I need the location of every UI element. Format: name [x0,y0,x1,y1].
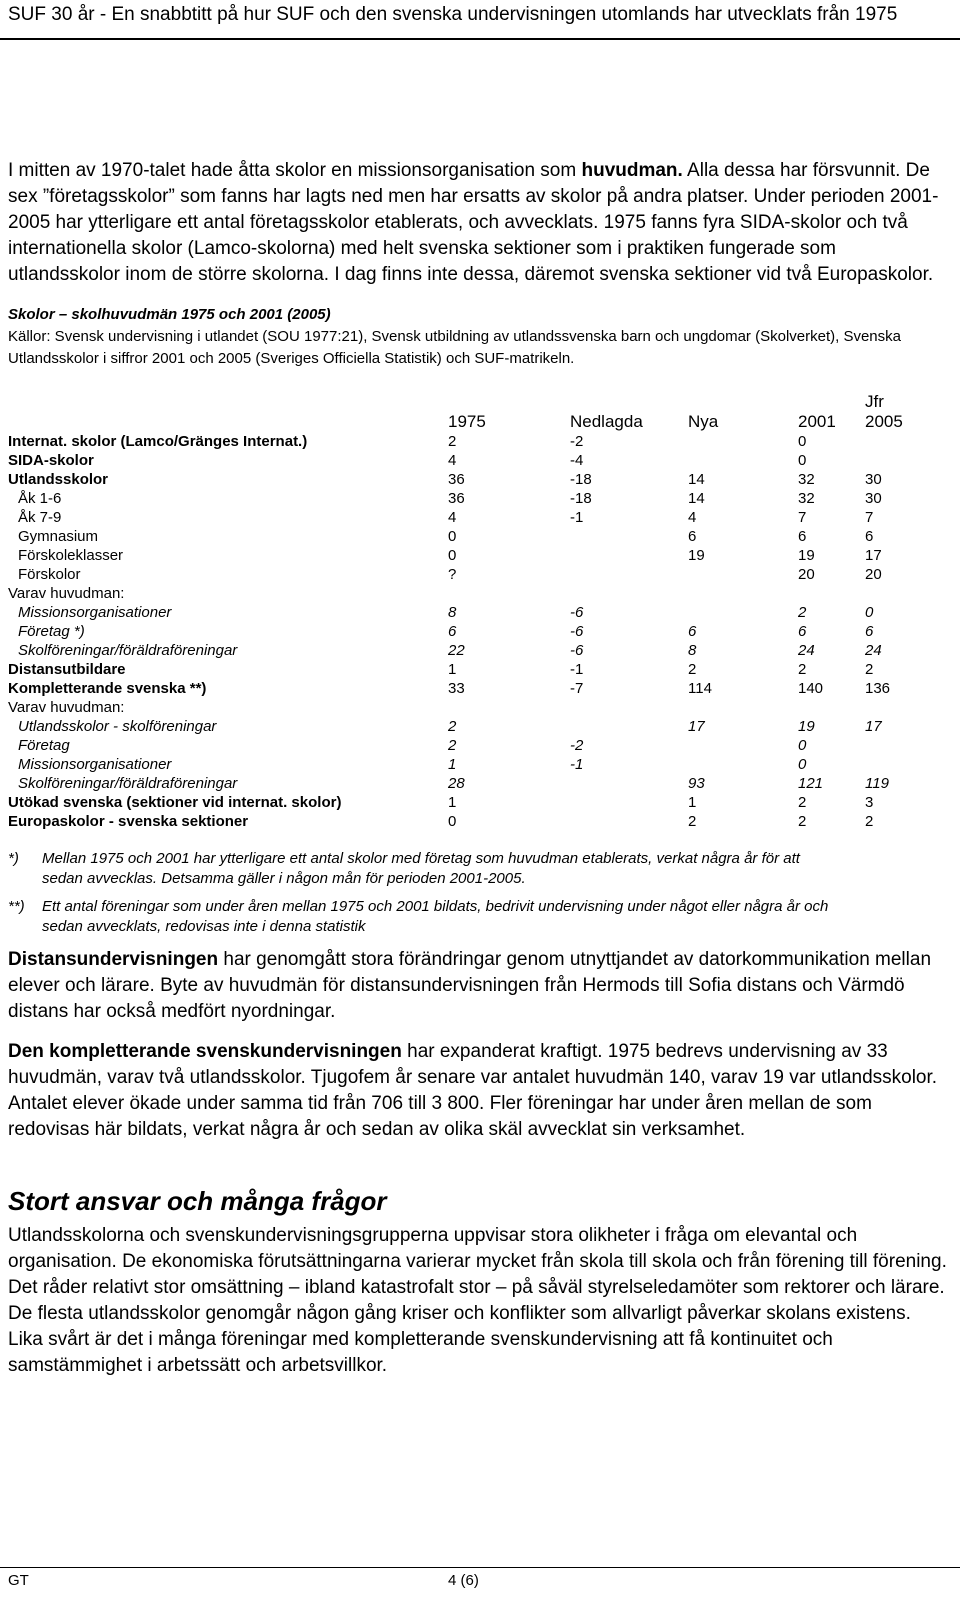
header-divider [0,38,960,40]
distans-bold: Distansundervisningen [8,949,219,970]
cell-value [570,812,688,831]
table-row [8,755,925,774]
table-row [8,736,925,755]
cell-value: 4 [688,509,697,526]
cell-value: 19 [798,547,815,564]
row-label: Internat. skolor (Lamco/Gränges Internat.) [8,433,308,450]
distans-text: har genomgått stora förändringar genom utnyttjandet av datorkommunikation mellan elever och lärare. Byte av huvudmän för distansundervisningen från Hermods till Sofia distans och Värmdö distans har också medfört nyordningar. [8,949,932,1022]
cell-value: -6 [570,642,584,659]
cell-value: ? [448,566,457,583]
cell-value: 28 [448,775,465,792]
table-notes [8,849,948,937]
note-mark: **) [8,898,25,915]
cell-value: 0 [448,547,457,564]
cell-value: -18 [570,471,592,488]
page-content [8,158,948,1379]
cell-value: 140 [798,680,824,697]
cell-value: 114 [688,680,712,697]
intro-text-2: Alla dessa har försvunnit. De sex ”företagsskolor” som fanns har lagts ned men har ersatts av skolor på andra platser. Under perioden 2001-2005 har ytterligare ett antal företagsskolor etablerats, och avvecklats. 1975 fanns fyra SIDA-skolor och två internationella skolor (Lamco-skolorna) med helt svenska sektioner som i praktiken fungerade som utlandsskolor inom de större skolorna. I dag finns inte dessa, däremot svenska sektioner vid två Europaskolor. [8,160,939,285]
table-row [8,641,925,660]
cell-value: 1 [448,661,457,678]
note-1 [8,849,948,889]
komp-bold: Den kompletterande svenskundervisningen [8,1041,402,1062]
row-label: SIDA-skolor [8,452,94,469]
section-paragraph: Utlandsskolorna och svenskundervisningsgrupperna uppvisar stora olikheter i fråga om elevantal och organisation. De ekonomiska förutsättningarna varierar mycket från skola till skola och från förening till förening. Det råder relativt stor omsättning – ibland katastrofalt stor – på såväl styrelseledamöter som rektorer och lärare. De flesta utlandsskolor genomgår någon gång kriser och konflikter som allvarligt påverkar skolans existens. Lika svårt är det i många föreningar med kompletterande svenskundervisning att få kontinuitet och samstämmighet i arbetssätt och arbetsvillkor. [8,1225,947,1376]
intro-text-1: I mitten av 1970-talet hade åtta skolor en missionsorganisation som [8,160,582,181]
cell-value: 136 [865,680,891,697]
cell-value [865,584,925,603]
row-label: Varav huvudman: [8,585,125,602]
cell-value: 30 [865,490,882,507]
table-row [8,470,925,489]
cell-value: 0 [798,452,807,469]
row-label: Missionsorganisationer [18,604,172,621]
cell-value: 19 [688,547,705,564]
row-label: Skolföreningar/föräldraföreningar [18,775,238,792]
cell-value: 19 [798,718,815,735]
row-label: Åk 7-9 [18,509,62,526]
row-label: Utökad svenska (sektioner vid internat. skolor) [8,794,342,811]
cell-value: -6 [570,623,584,640]
table-header-row [8,392,925,432]
note-2 [8,897,948,937]
cell-value: 2 [688,661,697,678]
row-label: Missionsorganisationer [18,756,172,773]
cell-value [688,451,798,470]
table-row [8,451,925,470]
table-sources: Källor: Svensk undervisning i utlandet (SOU 1977:21), Svensk utbildning av utlandssvenska barn och ungdomar (Skolverket), Svenska Utlandsskolor i siffror 2001 och 2005 (Sveriges Officiella Statistik) och SUF-matrikeln. [8,328,901,367]
table-row [8,622,925,641]
document-header [0,0,960,32]
cell-value [570,584,688,603]
cell-value: 0 [448,528,457,545]
cell-value: 0 [798,737,807,754]
table-row [8,774,925,793]
row-label: Skolföreningar/föräldraföreningar [18,642,238,659]
cell-value [688,755,798,774]
col-1975: 1975 [448,412,486,431]
cell-value: 6 [865,623,874,640]
cell-value [570,793,688,812]
table-row [8,812,925,831]
cell-value [688,736,798,755]
intro-bold: huvudman. [581,160,683,181]
row-label: Distansutbildare [8,661,126,678]
cell-value: 2 [798,794,807,811]
cell-value: 36 [448,471,465,488]
cell-value: 30 [865,471,882,488]
note-mark: *) [8,850,19,867]
cell-value: -6 [570,604,584,621]
cell-value: 6 [688,528,697,545]
cell-value: 14 [688,471,705,488]
cell-value: 2 [448,737,457,754]
cell-value: 121 [798,775,824,792]
cell-value [688,565,798,584]
table-row [8,660,925,679]
table-row [8,527,925,546]
table-row [8,679,925,698]
cell-value: 17 [865,547,882,564]
note-text: Ett antal föreningar som under åren mellan 1975 och 2001 bildats, bedrivit undervisning under något eller några år och sedan avvecklats, redovisas inte i denna statistik [42,898,829,935]
table-row [8,584,925,603]
row-label: Kompletterande svenska **) [8,680,207,697]
cell-value: 0 [865,604,874,621]
cell-value [570,527,688,546]
cell-value: 93 [688,775,705,792]
cell-value: 32 [798,490,815,507]
footer-author: GT [8,1572,29,1589]
cell-value: 6 [798,623,807,640]
cell-value [570,565,688,584]
row-label: Varav huvudman: [8,699,125,716]
cell-value: 4 [448,452,457,469]
cell-value: -1 [570,756,584,773]
row-label: Företag *) [18,623,85,640]
cell-value [865,698,925,717]
table-row [8,432,925,451]
table-title: Skolor – skolhuvudmän 1975 och 2001 (2005) [8,306,331,323]
cell-value [448,698,570,717]
cell-value: 7 [798,509,807,526]
cell-value: 8 [688,642,697,659]
cell-value [865,736,925,755]
cell-value: 119 [865,775,889,792]
cell-value [570,698,688,717]
cell-value [688,584,798,603]
cell-value: 17 [865,718,882,735]
table-row [8,546,925,565]
cell-value: 2 [798,604,807,621]
row-label: Europaskolor - svenska sektioner [8,813,249,830]
cell-value: -18 [570,490,592,507]
cell-value: 2 [865,661,874,678]
cell-value [688,432,798,451]
cell-value [688,603,798,622]
cell-value: 3 [865,794,874,811]
cell-value: 6 [448,623,457,640]
distans-paragraph [8,947,948,1025]
cell-value: -7 [570,680,584,697]
row-label: Utlandsskolor [8,471,109,488]
cell-value: -1 [570,509,584,526]
cell-value [570,717,688,736]
cell-value [798,584,865,603]
cell-value: 1 [688,794,697,811]
cell-value: -2 [570,433,584,450]
schools-table [8,392,925,831]
col-2001: 2001 [798,412,836,431]
cell-value: -1 [570,661,584,678]
header-title: SUF 30 år - En snabbtitt på hur SUF och den svenska undervisningen utomlands har utvecklats från 1975 [8,4,898,25]
cell-value [798,698,865,717]
col-2005-label: 2005 [865,412,903,431]
table-row [8,489,925,508]
cell-value: 1 [448,756,457,773]
col-nya: Nya [688,412,719,431]
cell-value: 14 [688,490,705,507]
row-label: Förskoleklasser [18,547,124,564]
cell-value: 2 [688,813,697,830]
cell-value [865,755,925,774]
table-row [8,717,925,736]
table-caption [8,304,948,370]
table-row [8,793,925,812]
table-row [8,603,925,622]
cell-value [448,584,570,603]
col-nedlagda: Nedlagda [570,412,643,431]
cell-value: 22 [448,642,465,659]
table-row [8,698,925,717]
cell-value: 2 [798,813,807,830]
cell-value: 2 [865,813,874,830]
komp-text: har expanderat kraftigt. 1975 bedrevs undervisning av 33 huvudmän, varav två utlandsskolor. Tjugofem år senare var antalet huvudmän 140, varav 19 var utlandsskolor. Antalet elever ökade under samma tid från 706 till 3 800. Fler föreningar har under åren mellan de som redovisas här bildats, verkat några år och sedan av olika skäl avvecklat sin verksamhet. [8,1041,938,1140]
footer-divider [0,1567,960,1568]
table-row [8,508,925,527]
cell-value: 4 [448,509,457,526]
cell-value: -4 [570,452,584,469]
cell-value: 24 [798,642,815,659]
section-heading: Stort ansvar och många frågor [8,1186,387,1216]
cell-value: -2 [570,737,584,754]
cell-value: 0 [798,433,807,450]
cell-value: 2 [448,433,457,450]
cell-value: 6 [865,528,874,545]
jfr-label: Jfr [865,392,884,411]
komp-paragraph [8,1039,948,1143]
note-text: Mellan 1975 och 2001 har ytterligare ett antal skolor med företag som huvudman etablerats, verkat några år för att sedan avvecklas. Detsamma gäller i någon mån för perioden 2001-2005. [42,850,800,887]
cell-value [865,451,925,470]
row-label: Utlandsskolor - skolföreningar [18,718,217,735]
cell-value: 2 [798,661,807,678]
intro-paragraph [8,158,948,288]
cell-value: 1 [448,794,457,811]
cell-value: 36 [448,490,465,507]
col-jfr-2005 [865,392,925,432]
cell-value: 24 [865,642,882,659]
cell-value [688,698,798,717]
cell-value: 20 [798,566,815,583]
cell-value: 32 [798,471,815,488]
row-label: Förskolor [18,566,81,583]
cell-value: 2 [448,718,457,735]
cell-value: 33 [448,680,465,697]
cell-value: 8 [448,604,457,621]
cell-value: 6 [798,528,807,545]
cell-value: 6 [688,623,697,640]
cell-value [865,432,925,451]
row-label: Åk 1-6 [18,490,62,507]
row-label: Gymnasium [18,528,99,545]
page-number: 4 (6) [448,1572,479,1589]
cell-value: 7 [865,509,874,526]
cell-value: 0 [798,756,807,773]
body-text [8,947,948,1143]
row-label: Företag [18,737,70,754]
cell-value: 17 [688,718,705,735]
cell-value [570,546,688,565]
table-row [8,565,925,584]
cell-value: 0 [448,813,457,830]
cell-value [570,774,688,793]
cell-value: 20 [865,566,882,583]
